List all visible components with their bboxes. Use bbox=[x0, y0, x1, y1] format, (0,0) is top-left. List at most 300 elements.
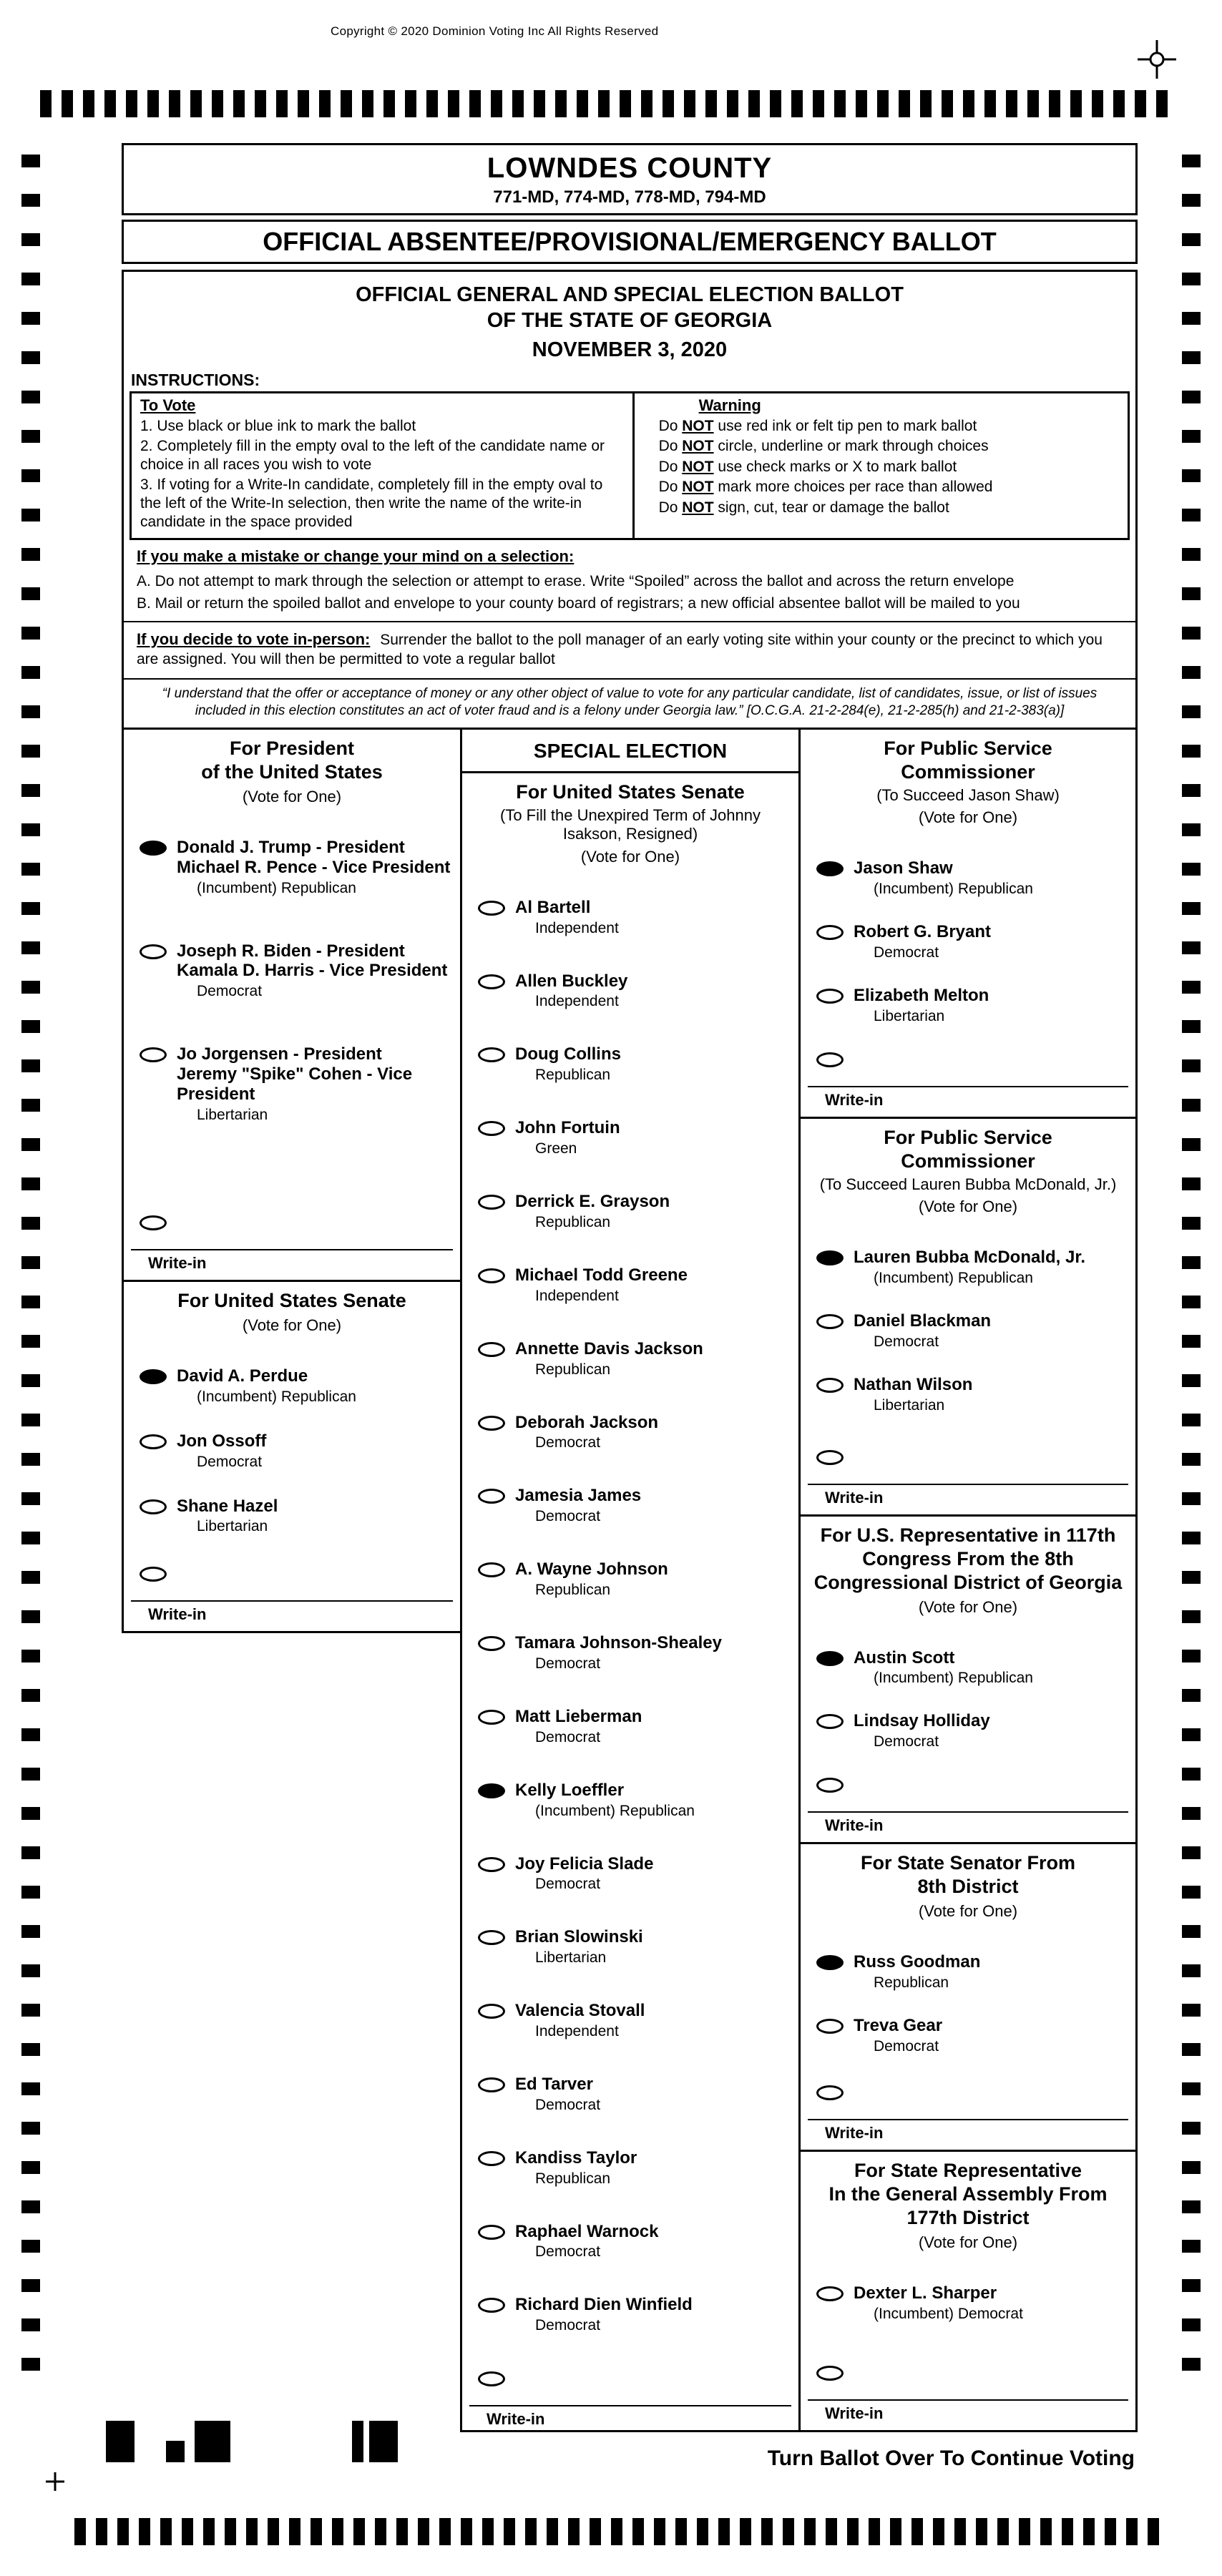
candidate-row[interactable] bbox=[462, 2148, 798, 2188]
timing-mark bbox=[418, 2518, 429, 2545]
mistake-title: If you make a mistake or change your mind on a selection: bbox=[137, 547, 575, 566]
timing-mark bbox=[1182, 1256, 1201, 1269]
warning-title: Warning bbox=[698, 396, 761, 414]
write-in-oval[interactable] bbox=[816, 2366, 844, 2381]
timing-mark bbox=[1182, 1335, 1201, 1348]
write-in-label: Write-in bbox=[825, 1816, 884, 1835]
candidate-name: Allen Buckley bbox=[515, 971, 628, 991]
timing-mark bbox=[1182, 784, 1201, 797]
timing-mark bbox=[1182, 1217, 1201, 1230]
timing-mark bbox=[641, 90, 652, 117]
timing-mark bbox=[139, 2518, 150, 2545]
timing-mark bbox=[383, 90, 395, 117]
write-in-row[interactable] bbox=[124, 1213, 460, 1230]
ballot-oval[interactable] bbox=[140, 1499, 167, 1514]
timing-mark bbox=[1027, 90, 1039, 117]
timing-mark bbox=[190, 90, 202, 117]
candidate-row[interactable] bbox=[124, 1431, 460, 1471]
candidate-name: Nathan Wilson bbox=[854, 1374, 973, 1394]
candidate-row[interactable] bbox=[801, 1311, 1135, 1351]
candidate-row[interactable] bbox=[801, 986, 1135, 1025]
candidate-party: Libertarian bbox=[874, 1007, 945, 1024]
candidate-name: Raphael Warnock bbox=[515, 2221, 659, 2241]
candidate-info bbox=[515, 1339, 703, 1378]
timing-mark bbox=[276, 90, 288, 117]
timing-mark bbox=[976, 2518, 987, 2545]
ballot-oval[interactable] bbox=[140, 1434, 167, 1449]
write-in-section bbox=[801, 2082, 1135, 2150]
ballot-oval-filled[interactable] bbox=[816, 1250, 844, 1265]
write-in-row[interactable] bbox=[801, 1447, 1135, 1465]
ballot-oval[interactable] bbox=[478, 1047, 505, 1062]
candidate-row[interactable] bbox=[801, 2283, 1135, 2323]
timing-mark bbox=[1182, 312, 1201, 325]
ballot-oval[interactable] bbox=[478, 1857, 505, 1872]
timing-mark bbox=[684, 90, 695, 117]
candidate-row[interactable] bbox=[462, 1486, 798, 1525]
candidate-party: Republican bbox=[535, 1582, 611, 1599]
candidate-row[interactable] bbox=[462, 2295, 798, 2334]
timing-mark bbox=[1182, 2200, 1201, 2213]
ballot-oval[interactable] bbox=[478, 1416, 505, 1431]
candidate-party: Libertarian bbox=[535, 1949, 607, 1967]
timing-mark bbox=[212, 90, 223, 117]
contest bbox=[801, 1119, 1135, 1517]
timing-mark bbox=[21, 273, 40, 285]
candidate-name: Al Bartell bbox=[515, 897, 591, 917]
candidate-row[interactable] bbox=[124, 941, 460, 1001]
timing-marks-top bbox=[40, 90, 1168, 117]
in-person-section bbox=[124, 621, 1135, 678]
vote-for-label: (Vote for One) bbox=[918, 1597, 1018, 1616]
contest-title bbox=[801, 737, 1135, 784]
ballot-oval[interactable] bbox=[478, 2151, 505, 2166]
warning-item: Do NOT mark more choices per race than allowed bbox=[658, 479, 993, 496]
ballot-oval[interactable] bbox=[478, 1342, 505, 1357]
candidate-info bbox=[854, 1711, 990, 1750]
timing-mark bbox=[332, 2518, 343, 2545]
timing-mark bbox=[21, 2161, 40, 2174]
timing-mark bbox=[255, 90, 266, 117]
contest-title bbox=[124, 1289, 460, 1313]
candidate-row[interactable] bbox=[462, 1339, 798, 1378]
ballot-oval[interactable] bbox=[478, 2077, 505, 2092]
ballot-oval[interactable] bbox=[478, 2004, 505, 2019]
timing-mark bbox=[1105, 2518, 1116, 2545]
candidate-info bbox=[177, 838, 450, 897]
timing-mark bbox=[1182, 2279, 1201, 2292]
candidate-party: (Incumbent) Republican bbox=[535, 1802, 695, 1819]
candidate-info bbox=[515, 1265, 688, 1305]
candidate-name: Jamesia James bbox=[515, 1486, 642, 1506]
candidate-info bbox=[177, 1497, 278, 1536]
timing-mark bbox=[1182, 1964, 1201, 1977]
timing-mark bbox=[1135, 90, 1146, 117]
timing-mark bbox=[405, 90, 416, 117]
candidate-party: (Incumbent) Republican bbox=[874, 1670, 1033, 1687]
timing-mark bbox=[877, 90, 889, 117]
write-in-oval[interactable] bbox=[816, 1450, 844, 1465]
timing-mark bbox=[1182, 1925, 1201, 1938]
timing-mark bbox=[984, 90, 996, 117]
candidate-row[interactable] bbox=[801, 922, 1135, 961]
timing-mark bbox=[461, 2518, 472, 2545]
candidate-info bbox=[515, 1854, 653, 1894]
ballot-oval[interactable] bbox=[816, 1714, 844, 1729]
timing-mark bbox=[1182, 1768, 1201, 1781]
warning-item: Do NOT sign, cut, tear or damage the ballot bbox=[658, 499, 949, 516]
timing-mark bbox=[126, 90, 137, 117]
timing-mark bbox=[899, 90, 910, 117]
timing-mark bbox=[555, 90, 567, 117]
timing-mark bbox=[1182, 233, 1201, 246]
timing-mark bbox=[21, 1886, 40, 1899]
candidate-party: Republican bbox=[535, 1067, 611, 1084]
ballot-oval[interactable] bbox=[478, 901, 505, 916]
candidate-row[interactable] bbox=[801, 1375, 1135, 1414]
ballot-oval[interactable] bbox=[140, 1047, 167, 1062]
timing-mark bbox=[21, 1099, 40, 1112]
fraud-notice: “I understand that the offer or acceptance of money or any other object of value to vote for any particular candidate, list of candidates, issue, or list of issues included in this election constitutes an act of voter fraud and is a felony under Georgia law.” [O.C.G.A. 21-2-284(e), 21-2-285(h) and 21-2-383(a)] bbox=[124, 678, 1135, 728]
timing-mark bbox=[83, 90, 94, 117]
candidate-row[interactable] bbox=[124, 1497, 460, 1536]
ballot-oval[interactable] bbox=[478, 1930, 505, 1945]
candidate-name: Tamara Johnson-Shealey bbox=[515, 1633, 722, 1653]
election-title-block bbox=[124, 272, 1135, 368]
candidate-party: Republican bbox=[535, 2170, 611, 2187]
candidate-name: David A. Perdue bbox=[177, 1366, 308, 1386]
county-header bbox=[122, 143, 1138, 215]
timing-mark bbox=[21, 627, 40, 640]
timing-mark bbox=[21, 1059, 40, 1072]
candidate-row[interactable] bbox=[801, 1711, 1135, 1750]
timing-mark bbox=[1062, 2518, 1073, 2545]
candidate-name: Treva Gear bbox=[854, 2015, 943, 2035]
ballot-oval-filled[interactable] bbox=[140, 1369, 167, 1384]
contest bbox=[801, 730, 1135, 1119]
timing-mark bbox=[21, 1571, 40, 1584]
candidate-info bbox=[515, 1707, 642, 1746]
instructions-label: INSTRUCTIONS: bbox=[131, 370, 260, 389]
timing-mark bbox=[396, 2518, 408, 2545]
ballot-oval[interactable] bbox=[816, 925, 844, 940]
candidate-name: Derrick E. Grayson bbox=[515, 1192, 670, 1212]
write-in-row[interactable] bbox=[124, 1564, 460, 1582]
timing-mark bbox=[21, 2279, 40, 2292]
candidate-name: Kelly Loeffler bbox=[515, 1780, 625, 1800]
timing-mark bbox=[1182, 1099, 1201, 1112]
candidate-info bbox=[515, 898, 619, 937]
candidate-info bbox=[515, 1633, 722, 1673]
ballot-oval[interactable] bbox=[816, 989, 844, 1004]
candidate-row[interactable] bbox=[801, 1952, 1135, 1992]
ballot-oval[interactable] bbox=[816, 2286, 844, 2301]
ballot-oval[interactable] bbox=[478, 1710, 505, 1725]
ballot-type-banner: OFFICIAL ABSENTEE/PROVISIONAL/EMERGENCY BALLOT bbox=[122, 220, 1138, 264]
timing-mark bbox=[1182, 981, 1201, 994]
timing-mark bbox=[21, 587, 40, 600]
candidate-name: Elizabeth Melton bbox=[854, 985, 989, 1005]
timing-mark bbox=[233, 90, 245, 117]
candidate-name: Donald J. Trump - President bbox=[177, 837, 405, 857]
contest-title bbox=[801, 1524, 1135, 1595]
contest-title bbox=[124, 737, 460, 784]
timing-mark bbox=[1182, 941, 1201, 954]
timing-mark bbox=[341, 90, 352, 117]
candidate-row[interactable] bbox=[462, 2075, 798, 2114]
candidate-name: Lauren Bubba McDonald, Jr. bbox=[854, 1248, 1086, 1268]
timing-mark bbox=[147, 90, 159, 117]
candidate-info bbox=[515, 1781, 695, 1820]
timing-mark bbox=[1182, 1020, 1201, 1033]
to-vote-section bbox=[132, 393, 635, 539]
timing-mark bbox=[1182, 902, 1201, 915]
candidate-name: Deborah Jackson bbox=[515, 1412, 659, 1432]
timing-mark bbox=[1182, 2240, 1201, 2253]
ballot-oval[interactable] bbox=[478, 1636, 505, 1651]
main-box bbox=[122, 270, 1138, 730]
ballot-id-mark bbox=[106, 2421, 135, 2462]
candidate-name: Annette Davis Jackson bbox=[515, 1338, 703, 1358]
write-in-section bbox=[124, 1564, 460, 1631]
candidate-info bbox=[515, 2222, 659, 2261]
candidate-info bbox=[515, 1927, 643, 1967]
timing-mark bbox=[21, 469, 40, 482]
candidate-name: John Fortuin bbox=[515, 1118, 620, 1138]
candidate-party: Democrat bbox=[535, 2317, 601, 2334]
ballot-oval[interactable] bbox=[140, 944, 167, 959]
timing-mark bbox=[1182, 1492, 1201, 1505]
candidate-party: (Incumbent) Republican bbox=[874, 1269, 1033, 1286]
ballot-oval-filled[interactable] bbox=[478, 1783, 505, 1798]
voting-instructions-box bbox=[129, 391, 1130, 541]
candidate-name: Jon Ossoff bbox=[177, 1431, 267, 1451]
timing-mark bbox=[1182, 1453, 1201, 1466]
candidate-info bbox=[854, 2283, 1023, 2323]
ballot-oval[interactable] bbox=[478, 974, 505, 989]
to-vote-step: 1. Use black or blue ink to mark the ballot bbox=[140, 417, 416, 434]
in-person-title: If you decide to vote in-person: bbox=[137, 630, 371, 648]
vote-for-label: (Vote for One) bbox=[918, 1902, 1018, 1921]
candidate-row[interactable] bbox=[462, 1781, 798, 1820]
timing-mark bbox=[547, 2518, 558, 2545]
timing-mark bbox=[1182, 2082, 1201, 2095]
candidate-row[interactable] bbox=[124, 838, 460, 897]
candidate-row[interactable] bbox=[462, 1265, 798, 1305]
timing-mark bbox=[1019, 2518, 1030, 2545]
timing-mark bbox=[963, 90, 974, 117]
candidate-party: Republican bbox=[535, 1361, 611, 1378]
election-title-line1: OFFICIAL GENERAL AND SPECIAL ELECTION BALLOT bbox=[356, 283, 904, 306]
timing-mark bbox=[21, 2004, 40, 2017]
candidate-row[interactable] bbox=[462, 1927, 798, 1967]
candidate-party: Independent bbox=[535, 1287, 619, 1304]
timing-mark bbox=[663, 90, 674, 117]
ballot-oval-filled[interactable] bbox=[816, 861, 844, 876]
candidate-row[interactable] bbox=[462, 2222, 798, 2261]
candidate-name: Lindsay Holliday bbox=[854, 1711, 990, 1731]
candidate-party: Democrat bbox=[874, 2037, 939, 2055]
timing-mark bbox=[448, 90, 459, 117]
timing-mark bbox=[21, 1492, 40, 1505]
candidate-info bbox=[515, 1192, 670, 1231]
timing-mark bbox=[954, 2518, 966, 2545]
ballot-oval[interactable] bbox=[816, 2019, 844, 2034]
timing-mark bbox=[834, 90, 846, 117]
ballot-oval[interactable] bbox=[478, 2225, 505, 2240]
candidate-row[interactable] bbox=[462, 1854, 798, 1894]
timing-mark bbox=[813, 90, 824, 117]
write-in-row[interactable] bbox=[801, 1049, 1135, 1067]
ballot-oval[interactable] bbox=[478, 2298, 505, 2313]
contest-title-line: Commissioner bbox=[901, 760, 1035, 783]
vote-for-label: (Vote for One) bbox=[242, 1316, 342, 1334]
timing-mark bbox=[1182, 2043, 1201, 2056]
write-in-row[interactable] bbox=[801, 2363, 1135, 2381]
write-in-oval[interactable] bbox=[140, 1215, 167, 1230]
vote-for-label: (Vote for One) bbox=[918, 1198, 1018, 1216]
timing-mark bbox=[21, 2122, 40, 2135]
candidate-info bbox=[854, 2016, 942, 2055]
ballot-oval-filled[interactable] bbox=[140, 841, 167, 856]
candidate-info bbox=[515, 1486, 641, 1525]
candidate-info bbox=[515, 1413, 658, 1452]
candidate-row[interactable] bbox=[462, 971, 798, 1011]
candidate-row[interactable] bbox=[462, 1192, 798, 1231]
timing-mark bbox=[21, 509, 40, 521]
ballot-oval[interactable] bbox=[478, 1121, 505, 1136]
timing-mark bbox=[21, 1138, 40, 1151]
candidate-party: Independent bbox=[535, 2022, 619, 2039]
ballot-content bbox=[122, 143, 1138, 2432]
ballot-id-marks bbox=[106, 2421, 414, 2462]
timing-mark bbox=[182, 2518, 193, 2545]
candidate-row[interactable] bbox=[462, 1707, 798, 1746]
candidate-row[interactable] bbox=[462, 898, 798, 937]
timing-mark bbox=[1040, 2518, 1052, 2545]
candidate-row[interactable] bbox=[801, 2016, 1135, 2055]
timing-mark bbox=[104, 90, 116, 117]
candidate-row[interactable] bbox=[462, 1559, 798, 1599]
candidate-row[interactable] bbox=[124, 1366, 460, 1406]
ballot-oval[interactable] bbox=[478, 1195, 505, 1210]
timing-mark bbox=[1182, 1610, 1201, 1623]
contest-title-line: For U.S. Representative in 117th bbox=[820, 1524, 1116, 1546]
write-in-oval[interactable] bbox=[478, 2371, 505, 2386]
ballot-id-mark bbox=[195, 2421, 230, 2462]
candidate-info bbox=[515, 2001, 645, 2040]
write-in-row[interactable] bbox=[462, 2369, 798, 2386]
ballot-oval[interactable] bbox=[816, 1314, 844, 1329]
timing-mark bbox=[847, 2518, 859, 2545]
candidate-row[interactable] bbox=[124, 1044, 460, 1123]
write-in-oval[interactable] bbox=[140, 1567, 167, 1582]
timing-mark bbox=[1182, 587, 1201, 600]
timing-mark bbox=[21, 351, 40, 364]
candidate-row[interactable] bbox=[462, 1633, 798, 1673]
contest-title-line: 177th District bbox=[906, 2207, 1030, 2229]
candidate-info bbox=[515, 971, 627, 1011]
ballot-oval[interactable] bbox=[478, 1268, 505, 1283]
timing-mark bbox=[21, 1453, 40, 1466]
registration-plus-icon bbox=[46, 2472, 64, 2491]
timing-mark bbox=[512, 90, 524, 117]
ballot-oval[interactable] bbox=[478, 1562, 505, 1577]
candidate-row[interactable] bbox=[462, 1413, 798, 1452]
timing-mark bbox=[856, 90, 867, 117]
ballot-oval[interactable] bbox=[478, 1489, 505, 1504]
timing-mark bbox=[869, 2518, 880, 2545]
timing-mark bbox=[353, 2518, 365, 2545]
ballot-oval-filled[interactable] bbox=[816, 1651, 844, 1666]
ballot-oval-filled[interactable] bbox=[816, 1955, 844, 1970]
timing-mark bbox=[21, 2082, 40, 2095]
timing-mark bbox=[718, 2518, 730, 2545]
timing-mark bbox=[21, 1925, 40, 1938]
candidate-row[interactable] bbox=[801, 858, 1135, 898]
mistake-items bbox=[137, 572, 1123, 614]
timing-mark bbox=[740, 2518, 751, 2545]
write-in-row[interactable] bbox=[801, 1775, 1135, 1793]
candidate-info bbox=[854, 1375, 972, 1414]
timing-mark bbox=[911, 2518, 923, 2545]
contest bbox=[462, 773, 798, 2436]
write-in-oval[interactable] bbox=[816, 1778, 844, 1793]
timing-mark bbox=[469, 90, 481, 117]
candidate-name: Joseph R. Biden - President bbox=[177, 941, 405, 961]
write-in-oval[interactable] bbox=[816, 1052, 844, 1067]
timing-mark bbox=[21, 705, 40, 718]
registration-crosshair-icon bbox=[1138, 40, 1176, 79]
timing-mark bbox=[534, 90, 545, 117]
timing-mark bbox=[525, 2518, 537, 2545]
write-in-oval[interactable] bbox=[816, 2085, 844, 2100]
timing-mark bbox=[21, 312, 40, 325]
timing-mark bbox=[74, 2518, 86, 2545]
candidate-info bbox=[515, 1118, 620, 1157]
ballot-oval[interactable] bbox=[816, 1378, 844, 1393]
to-vote-steps bbox=[140, 417, 624, 532]
candidate-row[interactable] bbox=[801, 1248, 1135, 1287]
candidate-row[interactable] bbox=[801, 1648, 1135, 1688]
timing-mark bbox=[289, 2518, 300, 2545]
candidate-info bbox=[854, 1952, 980, 1992]
candidate-info bbox=[177, 1044, 460, 1123]
candidate-info bbox=[854, 922, 991, 961]
candidate-party: Republican bbox=[535, 1213, 611, 1230]
timing-mark bbox=[1182, 2358, 1201, 2371]
timing-mark bbox=[375, 2518, 386, 2545]
timing-mark bbox=[21, 2358, 40, 2371]
contest bbox=[801, 1517, 1135, 1844]
write-in-row[interactable] bbox=[801, 2082, 1135, 2100]
timing-mark bbox=[21, 1807, 40, 1820]
candidate-row[interactable] bbox=[462, 1044, 798, 1084]
candidate-row[interactable] bbox=[462, 2001, 798, 2040]
timing-mark bbox=[21, 233, 40, 246]
timing-mark bbox=[160, 2518, 172, 2545]
copyright-text: Copyright © 2020 Dominion Voting Inc All Rights Reserved bbox=[331, 24, 659, 38]
candidate-name: Russ Goodman bbox=[854, 1952, 981, 1972]
candidate-name: Austin Scott bbox=[854, 1647, 955, 1667]
contest-title-line: For President bbox=[229, 738, 355, 760]
candidate-name: Daniel Blackman bbox=[854, 1311, 992, 1331]
timing-mark bbox=[21, 981, 40, 994]
timing-mark bbox=[568, 2518, 580, 2545]
candidate-row[interactable] bbox=[462, 1118, 798, 1157]
contest-title-line: of the United States bbox=[201, 760, 383, 783]
candidate-party: Republican bbox=[874, 1974, 949, 1991]
